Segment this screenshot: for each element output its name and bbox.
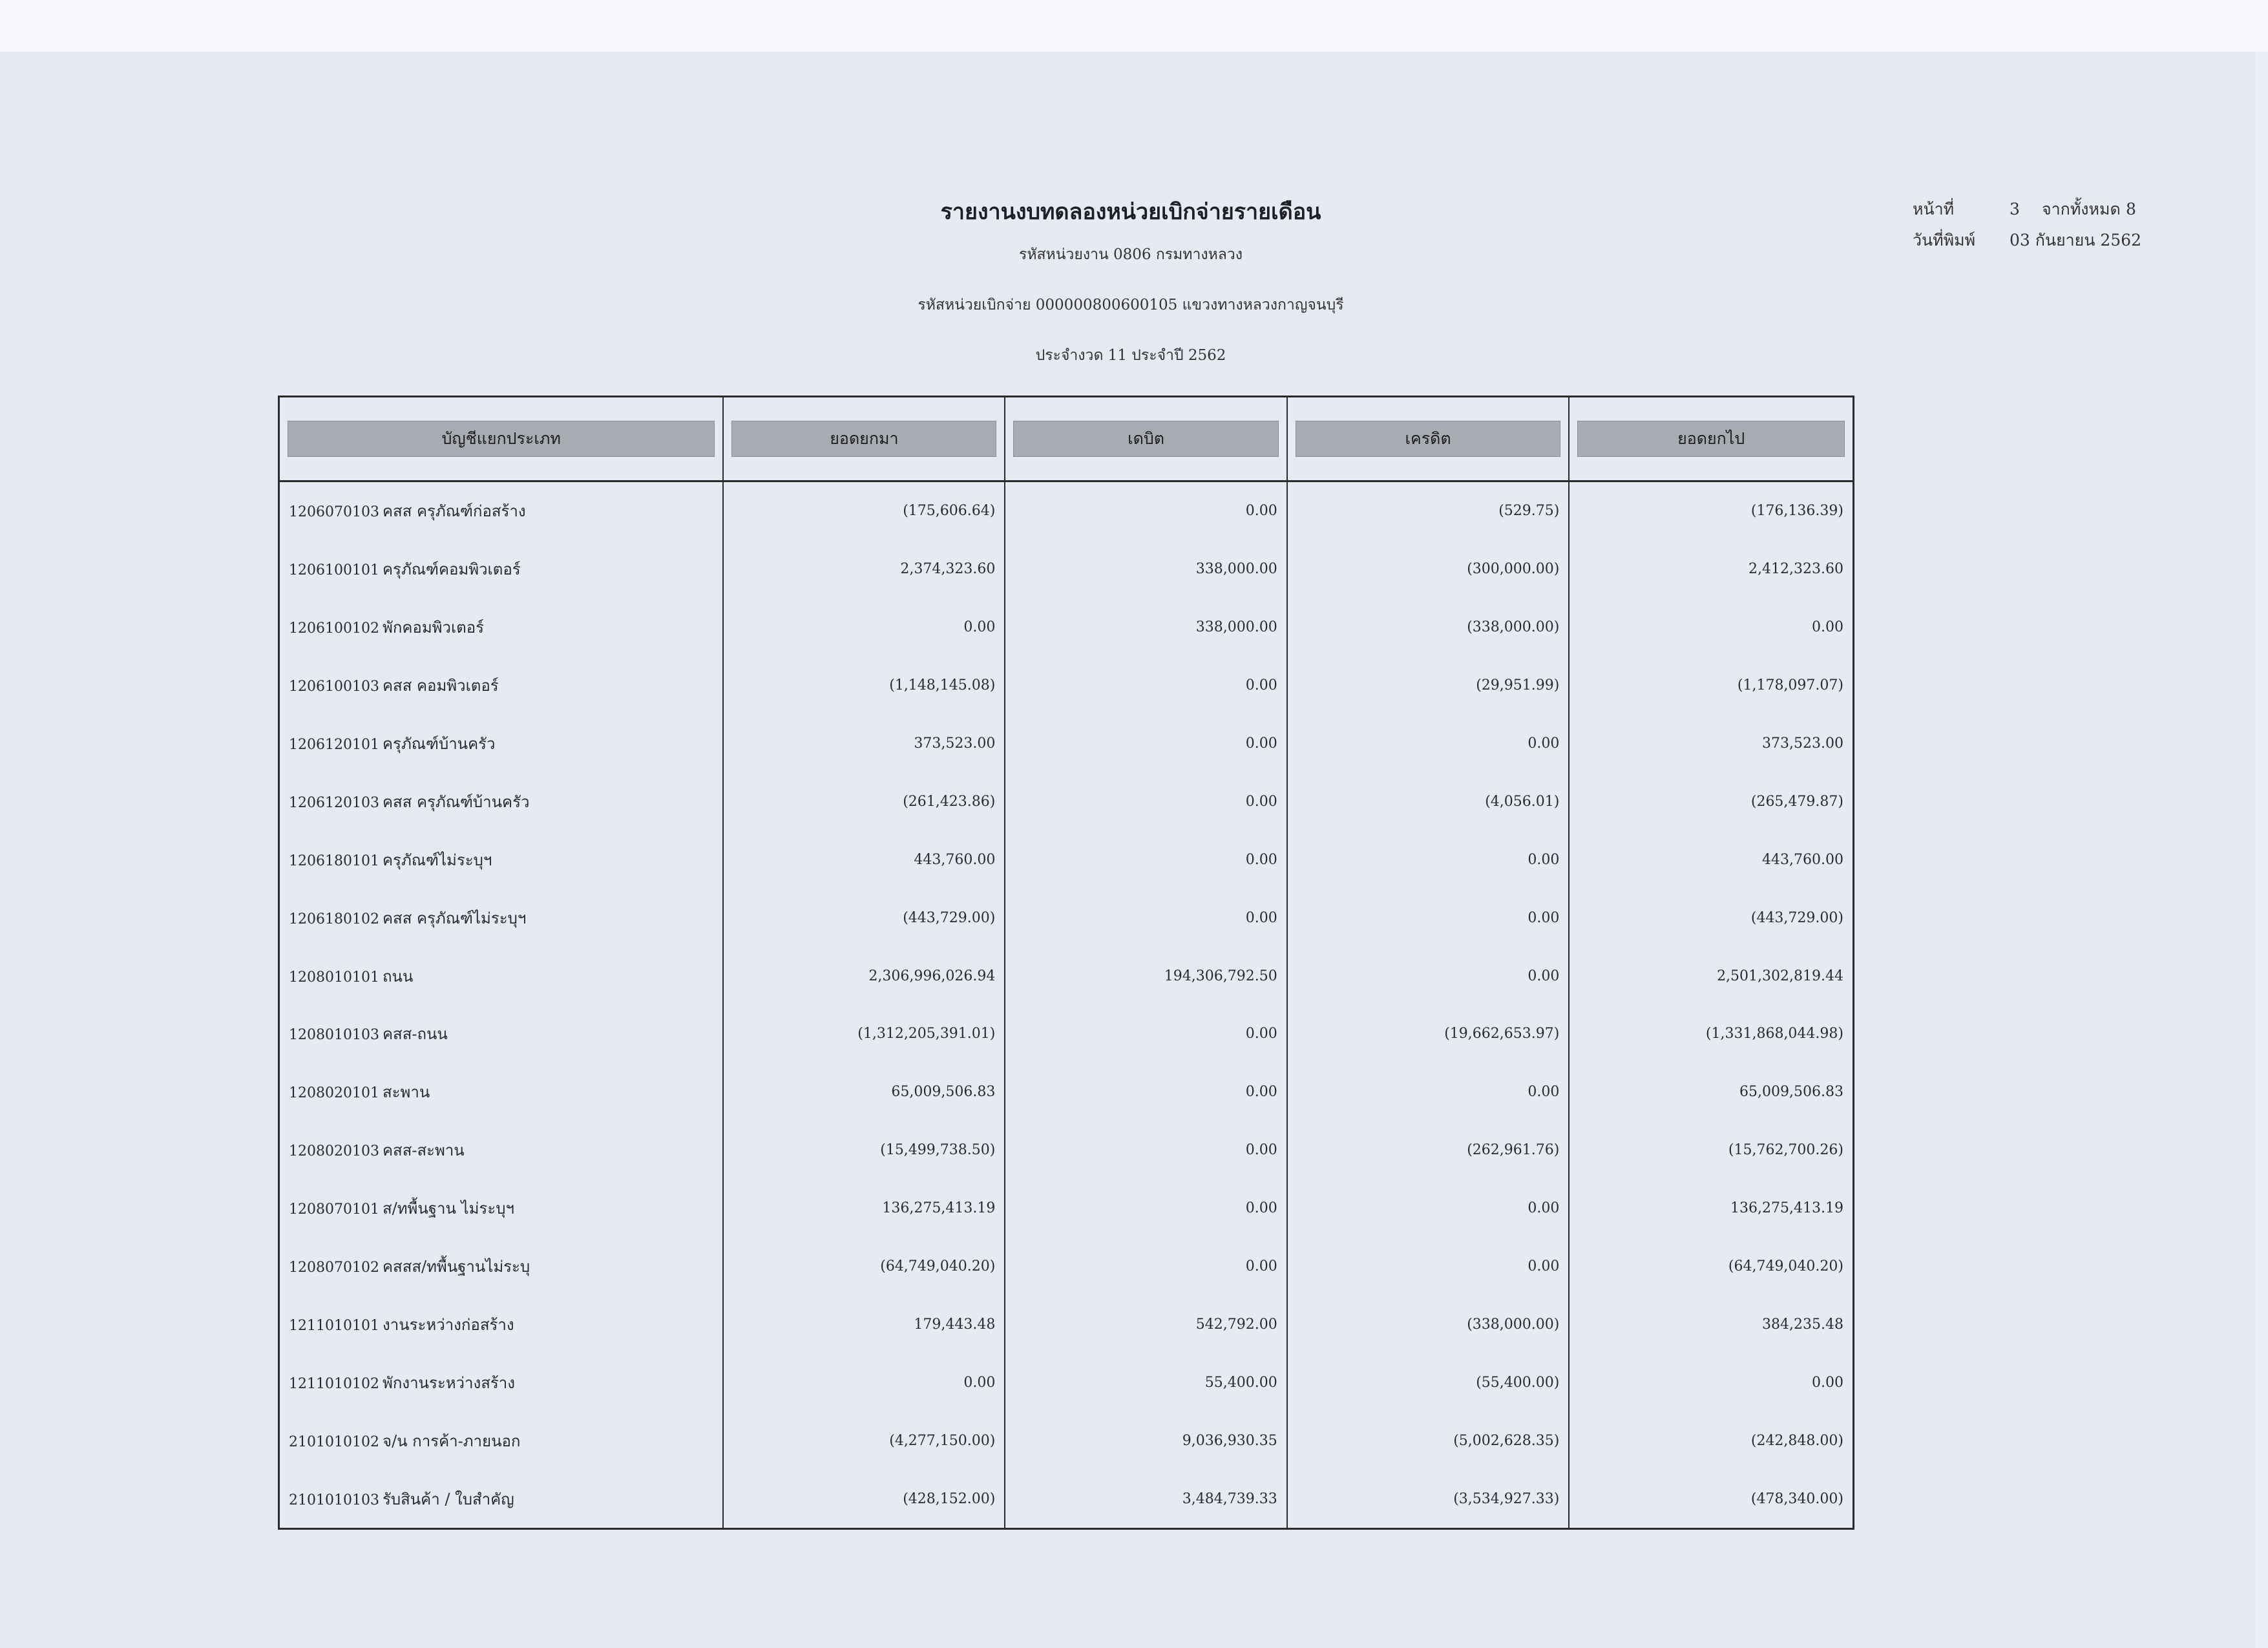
brought-forward-cell: 0.00	[723, 598, 1005, 657]
account-cell	[279, 830, 724, 889]
account-code: 2101010102	[289, 1433, 379, 1450]
account-name: พักงานระหว่างสร้าง	[383, 1373, 515, 1392]
carried-forward-cell: (64,749,040.20)	[1569, 1238, 1853, 1296]
table-row	[279, 481, 1854, 540]
account-cell	[279, 1353, 724, 1411]
table-row	[279, 1063, 1854, 1121]
account-cell	[279, 1470, 724, 1528]
brought-forward-cell: 65,009,506.83	[723, 1063, 1005, 1121]
table-row	[279, 947, 1854, 1005]
account-name: คสส ครุภัณฑ์ไม่ระบุฯ	[383, 909, 527, 927]
carried-forward-cell: 384,235.48	[1569, 1295, 1853, 1353]
carried-forward-cell: 136,275,413.19	[1569, 1179, 1853, 1238]
account-name: รับสินค้า / ใบสำคัญ	[383, 1490, 514, 1508]
credit-cell: 0.00	[1287, 1063, 1570, 1121]
brought-forward-cell: 2,306,996,026.94	[723, 947, 1005, 1005]
table-row	[279, 1121, 1854, 1179]
brought-forward-cell: 373,523.00	[723, 715, 1005, 773]
account-name: คสส ครุภัณฑ์บ้านครัว	[383, 792, 530, 811]
debit-cell: 0.00	[1005, 772, 1286, 830]
brought-forward-cell: (15,499,738.50)	[723, 1121, 1005, 1179]
account-cell	[279, 715, 724, 773]
account-name: สะพาน	[383, 1083, 430, 1102]
table-row	[279, 889, 1854, 947]
account-cell	[279, 657, 724, 715]
credit-cell: 0.00	[1287, 889, 1570, 947]
account-cell	[279, 540, 724, 598]
account-code: 1206100101	[289, 562, 379, 579]
column-header-brought-forward: ยอดยกมา	[723, 397, 1005, 481]
brought-forward-cell: (64,749,040.20)	[723, 1238, 1005, 1296]
account-code: 1206070103	[289, 504, 379, 521]
debit-cell: 0.00	[1005, 1063, 1286, 1121]
account-code: 1208010101	[289, 969, 379, 986]
table-row	[279, 1295, 1854, 1353]
account-code: 1208020103	[289, 1143, 379, 1160]
account-name: คสสส/ทพื้นฐานไม่ระบุ	[383, 1258, 530, 1276]
credit-cell: (19,662,653.97)	[1287, 1005, 1570, 1063]
account-cell	[279, 889, 724, 947]
credit-cell: (338,000.00)	[1287, 598, 1570, 657]
credit-cell: 0.00	[1287, 947, 1570, 1005]
account-cell	[279, 1411, 724, 1470]
brought-forward-cell: (261,423.86)	[723, 772, 1005, 830]
account-name: งานระหว่างก่อสร้าง	[383, 1315, 514, 1334]
account-cell	[279, 481, 724, 540]
table-row	[279, 830, 1854, 889]
debit-cell: 0.00	[1005, 889, 1286, 947]
credit-cell: (55,400.00)	[1287, 1353, 1570, 1411]
scanner-margin	[0, 0, 2268, 52]
carried-forward-cell: 2,501,302,819.44	[1569, 947, 1853, 1005]
brought-forward-cell: (428,152.00)	[723, 1470, 1005, 1528]
account-code: 1208020101	[289, 1085, 379, 1102]
table-row	[279, 715, 1854, 773]
print-date-row	[1913, 225, 2158, 256]
account-code: 1206180101	[289, 852, 379, 869]
credit-cell: (300,000.00)	[1287, 540, 1570, 598]
carried-forward-cell: (176,136.39)	[1569, 481, 1853, 540]
table-row	[279, 598, 1854, 657]
debit-cell: 338,000.00	[1005, 598, 1286, 657]
page-label: หน้าที่	[1913, 200, 1955, 218]
brought-forward-cell: (175,606.64)	[723, 481, 1005, 540]
table-row	[279, 657, 1854, 715]
debit-cell: 0.00	[1005, 481, 1286, 540]
credit-cell: 0.00	[1287, 1179, 1570, 1238]
debit-cell: 0.00	[1005, 830, 1286, 889]
table-row	[279, 772, 1854, 830]
period-line: ประจำงวด 11 ประจำปี 2562	[1035, 347, 1226, 364]
brought-forward-cell: (4,277,150.00)	[723, 1411, 1005, 1470]
brought-forward-cell: (1,312,205,391.01)	[723, 1005, 1005, 1063]
account-name: คสส ครุภัณฑ์ก่อสร้าง	[383, 502, 526, 521]
account-code: 1206100102	[289, 620, 379, 637]
account-cell	[279, 1121, 724, 1179]
carried-forward-cell: (1,331,868,044.98)	[1569, 1005, 1853, 1063]
column-header-account: บัญชีแยกประเภท	[279, 397, 724, 481]
account-code: 1208070102	[289, 1260, 379, 1276]
table-row	[279, 1238, 1854, 1296]
carried-forward-cell: (242,848.00)	[1569, 1411, 1853, 1470]
print-date: 03 กันยายน 2562	[2010, 231, 2141, 249]
debit-cell: 0.00	[1005, 1238, 1286, 1296]
carried-forward-cell: 0.00	[1569, 598, 1853, 657]
carried-forward-cell: 65,009,506.83	[1569, 1063, 1853, 1121]
account-code: 1206180102	[289, 911, 379, 927]
unit-line: รหัสหน่วยเบิกจ่าย 000000800600105 แขวงทางหลวงกาญจนบุรี	[918, 297, 1344, 313]
debit-cell: 9,036,930.35	[1005, 1411, 1286, 1470]
credit-cell: (4,056.01)	[1287, 772, 1570, 830]
debit-cell: 3,484,739.33	[1005, 1470, 1286, 1528]
account-name: ถนน	[383, 967, 414, 986]
account-cell	[279, 947, 724, 1005]
table-row	[279, 1470, 1854, 1528]
account-cell	[279, 772, 724, 830]
column-header-carried-forward: ยอดยกไป	[1569, 397, 1853, 481]
account-cell	[279, 1005, 724, 1063]
account-name: ครุภัณฑ์ไม่ระบุฯ	[383, 850, 492, 869]
account-code: 1211010102	[289, 1375, 379, 1392]
credit-cell: 0.00	[1287, 830, 1570, 889]
table-header-row	[279, 397, 1854, 481]
carried-forward-cell: 443,760.00	[1569, 830, 1853, 889]
page-number: 3	[2010, 200, 2020, 218]
debit-cell: 0.00	[1005, 1005, 1286, 1063]
account-cell	[279, 1238, 724, 1296]
account-name: จ/น การค้า-ภายนอก	[383, 1431, 521, 1450]
brought-forward-cell: 0.00	[723, 1353, 1005, 1411]
credit-cell: (29,951.99)	[1287, 657, 1570, 715]
carried-forward-cell: (478,340.00)	[1569, 1470, 1853, 1528]
account-name: คสส-ถนน	[383, 1025, 448, 1044]
debit-cell: 542,792.00	[1005, 1295, 1286, 1353]
carried-forward-cell: (443,729.00)	[1569, 889, 1853, 947]
brought-forward-cell: (1,148,145.08)	[723, 657, 1005, 715]
account-code: 1208010103	[289, 1027, 379, 1044]
account-name: ครุภัณฑ์คอมพิวเตอร์	[383, 560, 521, 579]
credit-cell: (5,002,628.35)	[1287, 1411, 1570, 1470]
page-number-row	[1913, 194, 2158, 225]
account-cell	[279, 1295, 724, 1353]
account-code: 1206120101	[289, 737, 379, 753]
debit-cell: 55,400.00	[1005, 1353, 1286, 1411]
account-cell	[279, 1179, 724, 1238]
brought-forward-cell: 136,275,413.19	[723, 1179, 1005, 1238]
credit-cell: 0.00	[1287, 1238, 1570, 1296]
total-pages: 8	[2126, 200, 2136, 218]
print-date-label: วันที่พิมพ์	[1913, 231, 1976, 249]
table-body	[279, 481, 1854, 1529]
table-row	[279, 540, 1854, 598]
brought-forward-cell: 443,760.00	[723, 830, 1005, 889]
page-info	[1913, 194, 2158, 256]
table-row	[279, 1353, 1854, 1411]
table-row	[279, 1179, 1854, 1238]
credit-cell: (338,000.00)	[1287, 1295, 1570, 1353]
account-name: ส/ทพื้นฐาน ไม่ระบุฯ	[383, 1199, 514, 1218]
column-header-debit: เดบิต	[1005, 397, 1286, 481]
brought-forward-cell: 179,443.48	[723, 1295, 1005, 1353]
carried-forward-cell: 0.00	[1569, 1353, 1853, 1411]
report-title: รายงานงบทดลองหน่วยเบิกจ่ายรายเดือน	[940, 199, 1321, 225]
total-label: จากทั้งหมด	[2042, 200, 2121, 218]
carried-forward-cell: (265,479.87)	[1569, 772, 1853, 830]
account-name: พักคอมพิวเตอร์	[383, 618, 485, 637]
credit-cell: (262,961.76)	[1287, 1121, 1570, 1179]
credit-cell: 0.00	[1287, 715, 1570, 773]
account-code: 1206100103	[289, 679, 379, 695]
account-cell	[279, 1063, 724, 1121]
debit-cell: 194,306,792.50	[1005, 947, 1286, 1005]
debit-cell: 0.00	[1005, 657, 1286, 715]
report-header	[808, 194, 1454, 394]
account-code: 2101010103	[289, 1492, 379, 1508]
credit-cell: (529.75)	[1287, 481, 1570, 540]
account-code: 1208070101	[289, 1201, 379, 1218]
debit-cell: 0.00	[1005, 1121, 1286, 1179]
account-code: 1206120103	[289, 794, 379, 811]
account-code: 1211010101	[289, 1317, 379, 1334]
table-row	[279, 1411, 1854, 1470]
table-row	[279, 1005, 1854, 1063]
account-name: คสส คอมพิวเตอร์	[383, 677, 499, 695]
carried-forward-cell: 373,523.00	[1569, 715, 1853, 773]
column-header-credit: เครดิต	[1287, 397, 1570, 481]
credit-cell: (3,534,927.33)	[1287, 1470, 1570, 1528]
account-name: ครุภัณฑ์บ้านครัว	[383, 735, 496, 753]
carried-forward-cell: (1,178,097.07)	[1569, 657, 1853, 715]
agency-line: รหัสหน่วยงาน 0806 กรมทางหลวง	[1019, 246, 1243, 263]
debit-cell: 0.00	[1005, 715, 1286, 773]
carried-forward-cell: (15,762,700.26)	[1569, 1121, 1853, 1179]
account-name: คสส-สะพาน	[383, 1141, 465, 1160]
trial-balance-table	[278, 396, 1854, 1530]
brought-forward-cell: 2,374,323.60	[723, 540, 1005, 598]
carried-forward-cell: 2,412,323.60	[1569, 540, 1853, 598]
debit-cell: 338,000.00	[1005, 540, 1286, 598]
account-cell	[279, 598, 724, 657]
debit-cell: 0.00	[1005, 1179, 1286, 1238]
brought-forward-cell: (443,729.00)	[723, 889, 1005, 947]
